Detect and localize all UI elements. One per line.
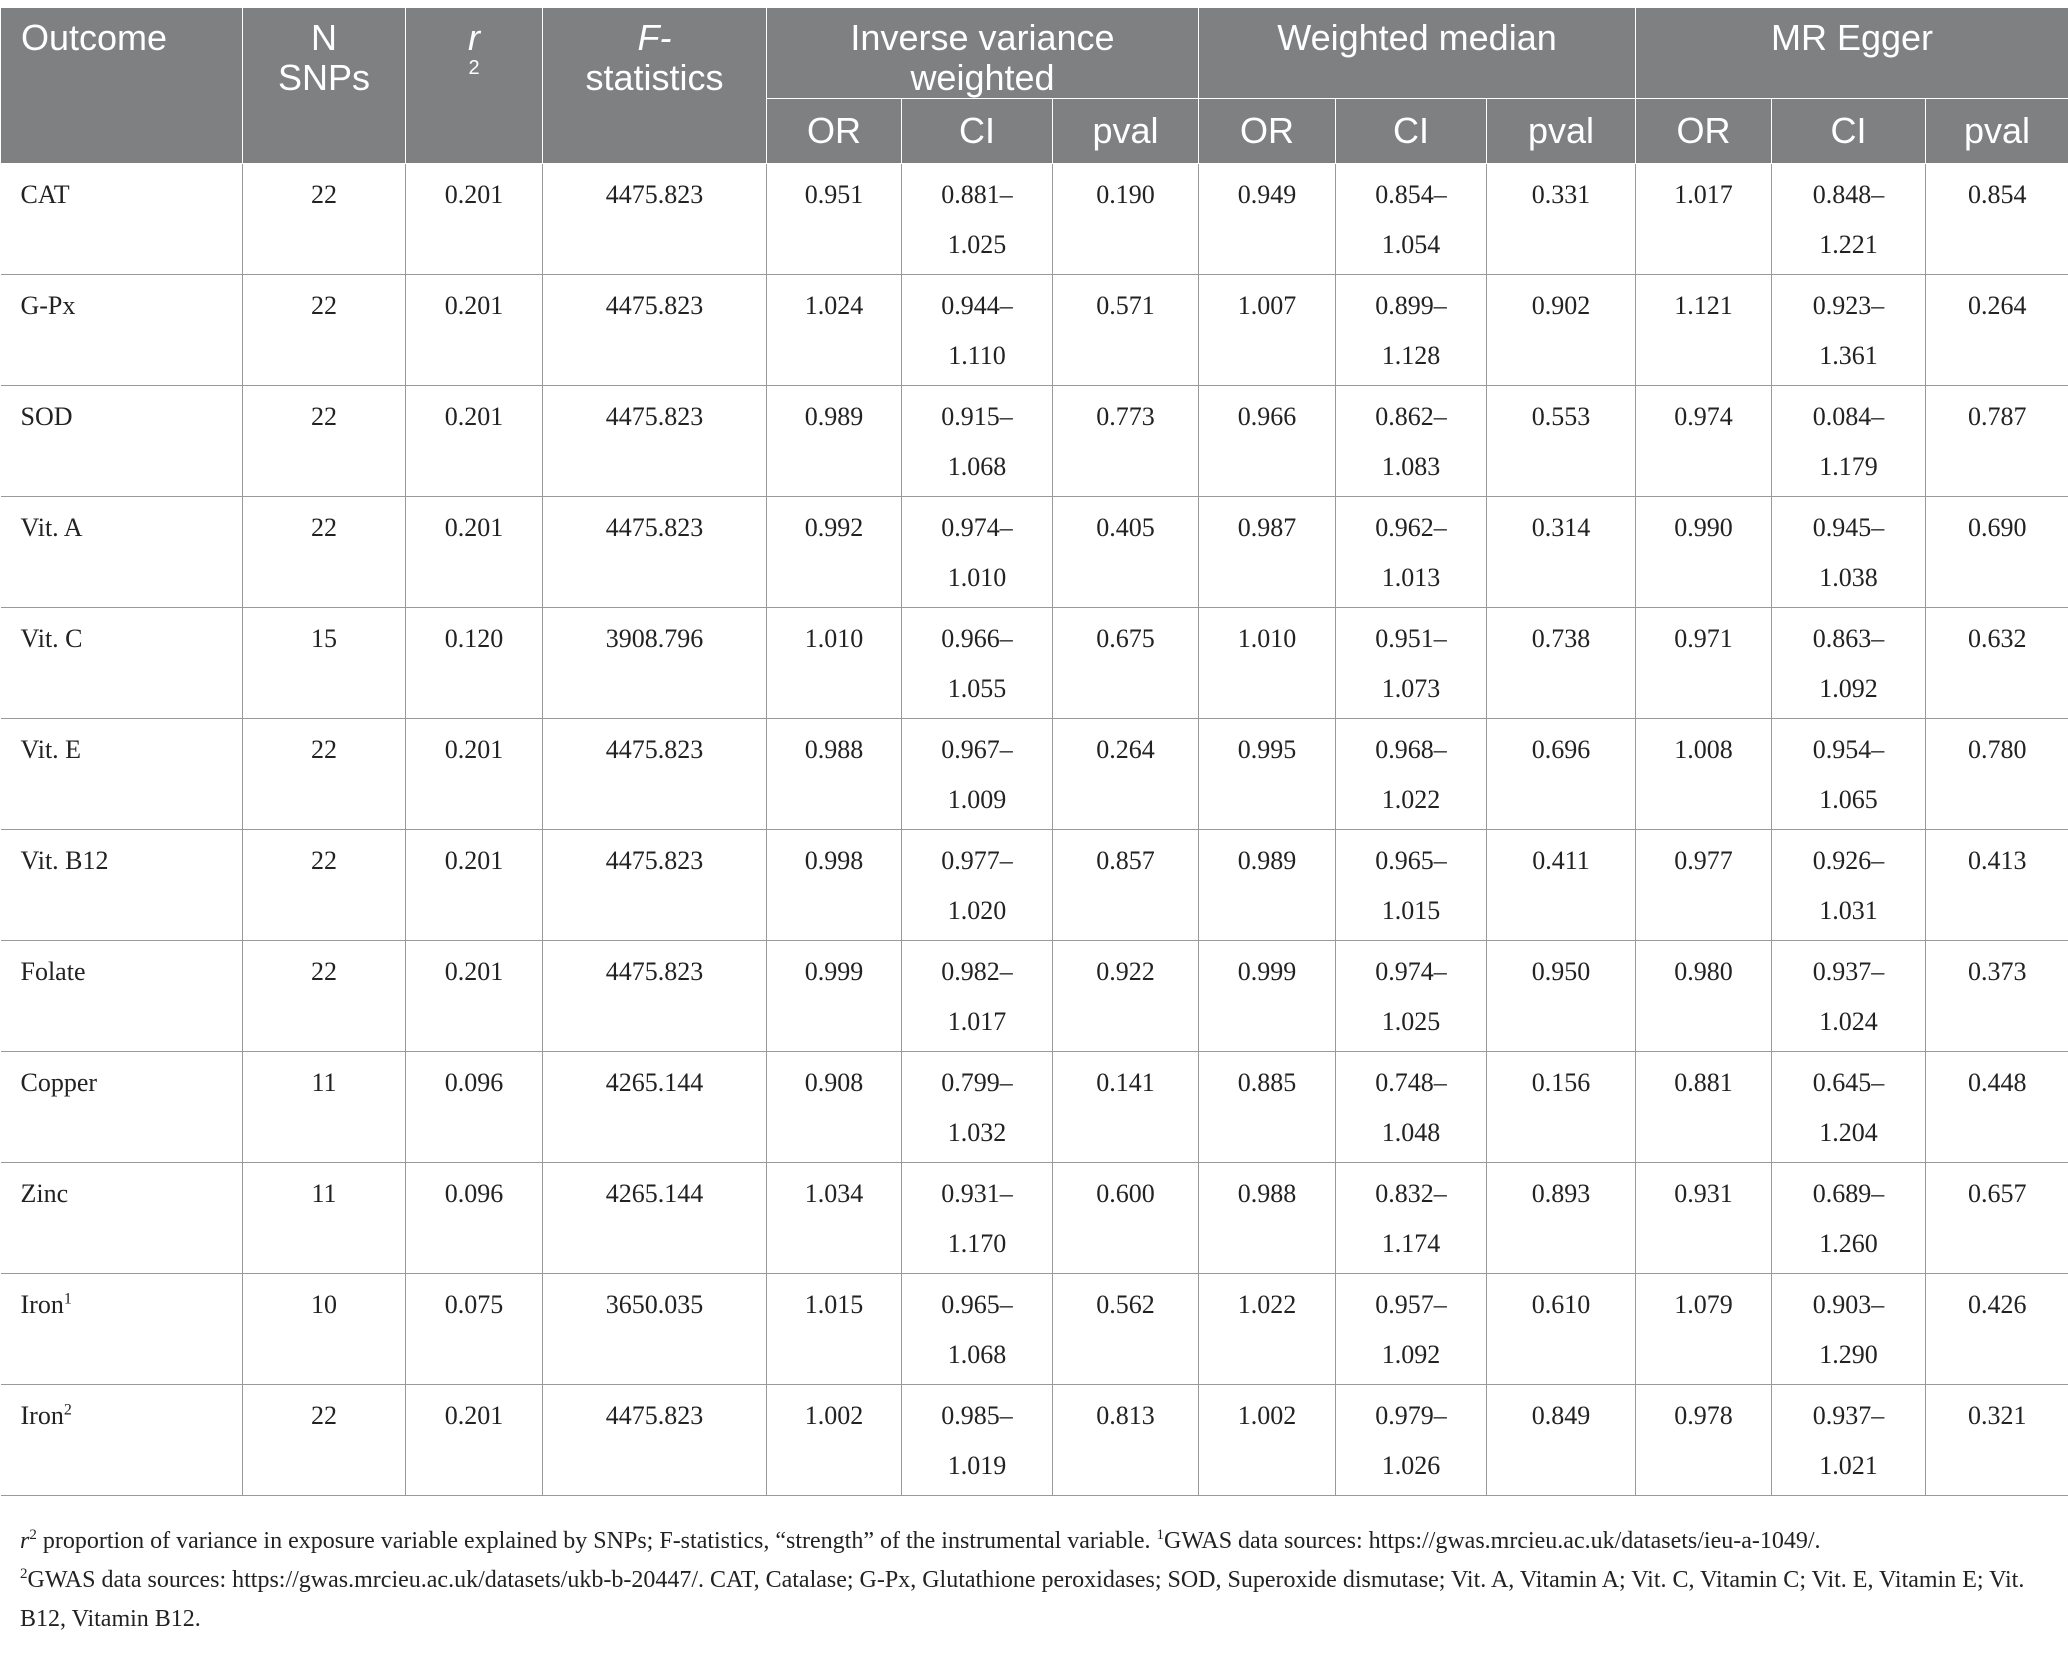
cell-ivw-pval: 0.571 [1053,275,1199,386]
cell-wm-or: 0.999 [1199,941,1336,1052]
cell-outcome: Vit. B12 [1,830,243,941]
cell-ivw-ci: 0.881– 1.025 [902,164,1053,275]
cell-egger-or: 0.931 [1636,1163,1772,1274]
cell-egger-ci: 0.945– 1.038 [1772,497,1926,608]
header-nsnps: N SNPs [243,8,406,164]
cell-wm-pval: 0.331 [1487,164,1636,275]
table-row [1,386,2068,497]
cell-egger-pval: 0.657 [1926,1163,2068,1274]
cell-ivw-or: 0.998 [767,830,902,941]
cell-wm-pval: 0.902 [1487,275,1636,386]
cell-egger-or: 0.990 [1636,497,1772,608]
cell-wm-ci: 0.957– 1.092 [1336,1274,1487,1385]
cell-wm-ci: 0.862– 1.083 [1336,386,1487,497]
cell-egger-pval: 0.854 [1926,164,2068,275]
cell-wm-or: 1.007 [1199,275,1336,386]
cell-n-snps: 22 [243,497,406,608]
cell-wm-pval: 0.610 [1487,1274,1636,1385]
cell-n-snps: 22 [243,386,406,497]
header-ivw-ci: CI [902,99,1053,164]
cell-ivw-pval: 0.773 [1053,386,1199,497]
cell-egger-ci: 0.645– 1.204 [1772,1052,1926,1163]
cell-ivw-pval: 0.813 [1053,1385,1199,1496]
cell-ivw-pval: 0.141 [1053,1052,1199,1163]
cell-egger-or: 0.977 [1636,830,1772,941]
cell-ivw-pval: 0.562 [1053,1274,1199,1385]
cell-n-snps: 11 [243,1052,406,1163]
cell-r2: 0.201 [406,497,543,608]
cell-ivw-ci: 0.915– 1.068 [902,386,1053,497]
cell-outcome: Iron$^2$ [1,1385,243,1496]
header-f-statistics: F- statistics [543,8,767,164]
cell-egger-pval: 0.373 [1926,941,2068,1052]
cell-outcome: CAT [1,164,243,275]
header-egger-ci: CI [1772,99,1926,164]
cell-ivw-ci: 0.967– 1.009 [902,719,1053,830]
cell-n-snps: 22 [243,1385,406,1496]
cell-r2: 0.120 [406,608,543,719]
cell-wm-or: 1.010 [1199,608,1336,719]
cell-ivw-ci: 0.974– 1.010 [902,497,1053,608]
cell-egger-or: 0.980 [1636,941,1772,1052]
cell-r2: 0.075 [406,1274,543,1385]
cell-wm-ci: 0.979– 1.026 [1336,1385,1487,1496]
table-body [1,164,2068,1496]
cell-egger-pval: 0.787 [1926,386,2068,497]
cell-outcome: Zinc [1,1163,243,1274]
cell-wm-ci: 0.974– 1.025 [1336,941,1487,1052]
cell-ivw-pval: 0.675 [1053,608,1199,719]
cell-ivw-or: 0.908 [767,1052,902,1163]
table-footnote: $r^2$ proportion of variance in exposure variable explained by SNPs; F-statistics, “strength” of the instrumental variable. $^1$GWAS data sources: https://gwas.mrcieu.ac.uk/datasets/ieu-a-1049/. $^2$GWAS data sources: https://gwas.mrcieu.ac.uk/datasets/ukb-b-20447/. CAT, Catalase; G-Px, Glutathione peroxidases; SOD, Superoxide dismutase; Vit. A, Vitamin A; Vit. C, Vitamin C; Vit. E, Vitamin E; Vit. B12, Vitamin B12. [20,1527,2025,1632]
cell-wm-or: 0.995 [1199,719,1336,830]
cell-egger-ci: 0.954– 1.065 [1772,719,1926,830]
cell-egger-or: 0.974 [1636,386,1772,497]
cell-egger-pval: 0.632 [1926,608,2068,719]
cell-wm-ci: 0.899– 1.128 [1336,275,1487,386]
cell-wm-or: 0.885 [1199,1052,1336,1163]
cell-egger-pval: 0.780 [1926,719,2068,830]
cell-wm-ci: 0.854– 1.054 [1336,164,1487,275]
header-ivw-pval: pval [1053,99,1199,164]
cell-egger-or: 1.008 [1636,719,1772,830]
cell-ivw-pval: 0.922 [1053,941,1199,1052]
cell-wm-or: 0.988 [1199,1163,1336,1274]
cell-f-statistic: 4475.823 [543,164,767,275]
table-row [1,1163,2068,1274]
cell-egger-ci: 0.084– 1.179 [1772,386,1926,497]
cell-egger-ci: 0.848– 1.221 [1772,164,1926,275]
cell-ivw-or: 1.002 [767,1385,902,1496]
cell-egger-pval: 0.426 [1926,1274,2068,1385]
table-row [1,1274,2068,1385]
cell-n-snps: 10 [243,1274,406,1385]
cell-r2: 0.201 [406,275,543,386]
cell-f-statistic: 4475.823 [543,275,767,386]
table-row [1,1385,2068,1496]
cell-n-snps: 22 [243,275,406,386]
table-row [1,275,2068,386]
cell-egger-or: 0.881 [1636,1052,1772,1163]
header-wm-ci: CI [1336,99,1487,164]
cell-ivw-ci: 0.965– 1.068 [902,1274,1053,1385]
cell-r2: 0.201 [406,164,543,275]
cell-outcome: SOD [1,386,243,497]
header-group-mr-egger: MR Egger [1636,8,2068,99]
cell-wm-pval: 0.893 [1487,1163,1636,1274]
cell-outcome: Vit. A [1,497,243,608]
cell-egger-ci: 0.937– 1.021 [1772,1385,1926,1496]
cell-outcome: Folate [1,941,243,1052]
cell-egger-ci: 0.903– 1.290 [1772,1274,1926,1385]
cell-outcome: G-Px [1,275,243,386]
table-row [1,719,2068,830]
cell-r2: 0.201 [406,719,543,830]
cell-egger-ci: 0.689– 1.260 [1772,1163,1926,1274]
cell-wm-ci: 0.951– 1.073 [1336,608,1487,719]
cell-wm-ci: 0.962– 1.013 [1336,497,1487,608]
cell-ivw-ci: 0.799– 1.032 [902,1052,1053,1163]
header-egger-or: OR [1636,99,1772,164]
cell-wm-pval: 0.553 [1487,386,1636,497]
cell-f-statistic: 4265.144 [543,1163,767,1274]
cell-wm-pval: 0.314 [1487,497,1636,608]
cell-wm-or: 0.949 [1199,164,1336,275]
cell-r2: 0.201 [406,941,543,1052]
cell-wm-or: 1.022 [1199,1274,1336,1385]
cell-egger-or: 0.978 [1636,1385,1772,1496]
cell-ivw-or: 0.992 [767,497,902,608]
cell-ivw-ci: 0.985– 1.019 [902,1385,1053,1496]
cell-f-statistic: 4265.144 [543,1052,767,1163]
header-group-ivw: Inverse variance weighted [767,8,1199,99]
table-row [1,1052,2068,1163]
results-table [0,8,2068,1496]
cell-egger-ci: 0.926– 1.031 [1772,830,1926,941]
cell-egger-ci: 0.863– 1.092 [1772,608,1926,719]
table-row [1,941,2068,1052]
cell-ivw-pval: 0.405 [1053,497,1199,608]
cell-outcome: Iron$^1$ [1,1274,243,1385]
header-ivw-or: OR [767,99,902,164]
cell-outcome: Vit. C [1,608,243,719]
table-row [1,164,2068,275]
cell-wm-pval: 0.738 [1487,608,1636,719]
cell-ivw-pval: 0.264 [1053,719,1199,830]
cell-wm-or: 1.002 [1199,1385,1336,1496]
cell-ivw-ci: 0.944– 1.110 [902,275,1053,386]
cell-egger-ci: 0.923– 1.361 [1772,275,1926,386]
cell-egger-or: 0.971 [1636,608,1772,719]
header-wm-pval: pval [1487,99,1636,164]
cell-outcome: Copper [1,1052,243,1163]
cell-egger-or: 1.121 [1636,275,1772,386]
cell-wm-ci: 0.965– 1.015 [1336,830,1487,941]
cell-egger-pval: 0.264 [1926,275,2068,386]
cell-f-statistic: 3908.796 [543,608,767,719]
cell-wm-or: 0.966 [1199,386,1336,497]
cell-wm-ci: 0.968– 1.022 [1336,719,1487,830]
cell-ivw-pval: 0.857 [1053,830,1199,941]
header-group-weighted-median: Weighted median [1199,8,1636,99]
cell-ivw-or: 0.989 [767,386,902,497]
cell-r2: 0.201 [406,830,543,941]
cell-egger-pval: 0.413 [1926,830,2068,941]
cell-ivw-or: 1.034 [767,1163,902,1274]
cell-ivw-pval: 0.190 [1053,164,1199,275]
cell-f-statistic: 4475.823 [543,830,767,941]
cell-ivw-or: 0.988 [767,719,902,830]
cell-wm-pval: 0.696 [1487,719,1636,830]
cell-ivw-or: 1.024 [767,275,902,386]
cell-f-statistic: 4475.823 [543,497,767,608]
cell-wm-pval: 0.411 [1487,830,1636,941]
cell-f-statistic: 4475.823 [543,386,767,497]
cell-wm-ci: 0.748– 1.048 [1336,1052,1487,1163]
cell-ivw-ci: 0.977– 1.020 [902,830,1053,941]
cell-egger-ci: 0.937– 1.024 [1772,941,1926,1052]
cell-n-snps: 22 [243,164,406,275]
cell-wm-or: 0.987 [1199,497,1336,608]
cell-n-snps: 15 [243,608,406,719]
header-r2: r 2 [406,8,543,164]
cell-egger-pval: 0.321 [1926,1385,2068,1496]
cell-n-snps: 11 [243,1163,406,1274]
table-header [1,8,2068,164]
cell-wm-pval: 0.849 [1487,1385,1636,1496]
cell-egger-pval: 0.448 [1926,1052,2068,1163]
header-outcome: Outcome [1,8,243,164]
cell-ivw-pval: 0.600 [1053,1163,1199,1274]
cell-f-statistic: 4475.823 [543,1385,767,1496]
cell-ivw-ci: 0.982– 1.017 [902,941,1053,1052]
cell-ivw-or: 1.010 [767,608,902,719]
cell-ivw-ci: 0.931– 1.170 [902,1163,1053,1274]
header-egger-pval: pval [1926,99,2068,164]
cell-n-snps: 22 [243,830,406,941]
cell-ivw-ci: 0.966– 1.055 [902,608,1053,719]
cell-ivw-or: 0.999 [767,941,902,1052]
table-row [1,830,2068,941]
cell-egger-or: 1.017 [1636,164,1772,275]
cell-wm-pval: 0.156 [1487,1052,1636,1163]
cell-r2: 0.201 [406,386,543,497]
cell-ivw-or: 0.951 [767,164,902,275]
cell-wm-or: 0.989 [1199,830,1336,941]
cell-f-statistic: 4475.823 [543,941,767,1052]
cell-egger-or: 1.079 [1636,1274,1772,1385]
cell-n-snps: 22 [243,941,406,1052]
table-row [1,497,2068,608]
cell-wm-pval: 0.950 [1487,941,1636,1052]
table-row [1,608,2068,719]
cell-ivw-or: 1.015 [767,1274,902,1385]
header-wm-or: OR [1199,99,1336,164]
cell-egger-pval: 0.690 [1926,497,2068,608]
cell-r2: 0.096 [406,1052,543,1163]
cell-outcome: Vit. E [1,719,243,830]
cell-wm-ci: 0.832– 1.174 [1336,1163,1487,1274]
cell-r2: 0.096 [406,1163,543,1274]
cell-n-snps: 22 [243,719,406,830]
cell-f-statistic: 4475.823 [543,719,767,830]
cell-f-statistic: 3650.035 [543,1274,767,1385]
cell-r2: 0.201 [406,1385,543,1496]
